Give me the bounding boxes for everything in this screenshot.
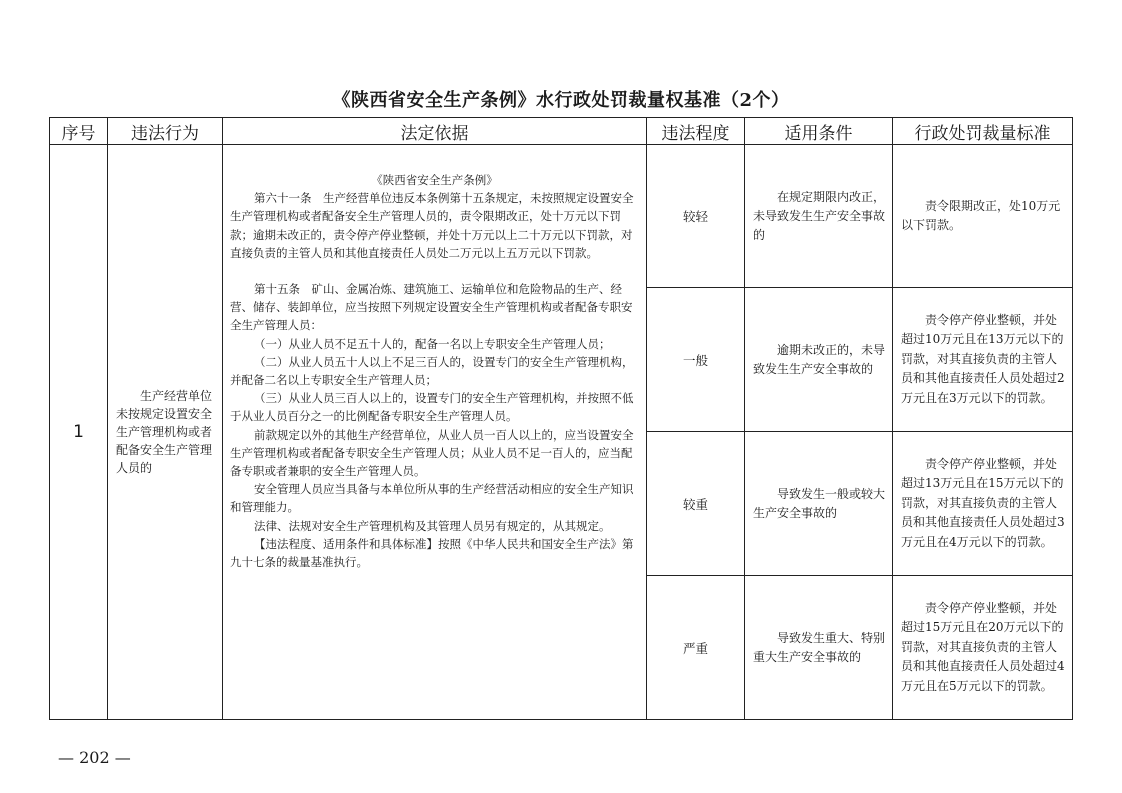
header-standard: 行政处罚裁量标准 <box>893 118 1073 145</box>
standard-cell <box>893 288 1073 432</box>
article-15-para-4: 法律、法规对安全生产管理机构及其管理人员另有规定的，从其规定。 <box>254 518 611 533</box>
page-number: — 202 — <box>58 748 131 767</box>
condition-text: 在规定期限内改正，未导致发生生产安全事故的 <box>753 189 886 242</box>
condition-cell <box>745 432 893 576</box>
header-legal-basis: 法定依据 <box>223 118 647 145</box>
article-15-para-3: 安全管理人员应当具备与本单位所从事的生产经营活动相应的安全生产知识和管理能力。 <box>230 482 634 515</box>
condition-cell <box>745 576 893 720</box>
degree-cell: 较轻 <box>647 145 745 288</box>
condition-cell <box>745 145 893 288</box>
standard-cell <box>893 432 1073 576</box>
regulation-title: 《陕西省安全生产条例》 <box>371 173 498 187</box>
seq-cell: 1 <box>50 145 108 720</box>
standard-cell <box>893 145 1073 288</box>
article-15-para-2: 前款规定以外的其他生产经营单位，从业人员一百人以上的，应当设置安全生产管理机构或者配备专职安全生产管理人员；从业人员不足一百人的，应当配备专职或者兼职的安全生产管理人员。 <box>230 427 634 479</box>
violation-text: 生产经营单位未按规定设置安全生产管理机构或者配备安全生产管理人员的 <box>116 389 213 475</box>
legal-basis-cell <box>223 145 647 720</box>
condition-text: 导致发生重大、特别重大生产安全事故的 <box>753 630 886 664</box>
penalty-table <box>49 117 1073 720</box>
article-15: 第十五条 矿山、金属冶炼、建筑施工、运输单位和危险物品的生产、经营、储存、装卸单位，应当按照下列规定设置安全生产管理机构或者配备专职安全生产管理人员： <box>230 282 633 333</box>
degree-cell: 严重 <box>647 576 745 720</box>
discretion-note: 【违法程度、适用条件和具体标准】按照《中华人民共和国安全生产法》第九十七条的裁量基准执行。 <box>230 536 634 570</box>
condition-text: 导致发生一般或较大生产安全事故的 <box>753 486 886 520</box>
standard-text: 责令限期改正，处10万元以下罚款。 <box>901 198 1061 232</box>
header-row <box>50 118 1073 145</box>
standard-text: 责令停产停业整顿，并处超过10万元且在13万元以下的罚款，对其直接负责的主管人员和其他直接责任人员处超过2万元且在3万元以下的罚款。 <box>901 312 1065 405</box>
standard-text: 责令停产停业整顿，并处超过13万元且在15万元以下的罚款，对其直接负责的主管人员和其他直接责任人员处超过3万元且在4万元以下的罚款。 <box>901 456 1065 549</box>
table-row <box>50 145 1073 288</box>
document-title: 《陕西省安全生产条例》水行政处罚裁量权基准（2个） <box>332 90 790 111</box>
article-15-item-2: （二）从业人员五十人以上不足三百人的，设置专门的安全生产管理机构，并配备二名以上专职安全生产管理人员； <box>230 354 634 388</box>
condition-cell <box>745 288 893 432</box>
header-degree: 违法程度 <box>647 118 745 145</box>
degree-cell: 一般 <box>647 288 745 432</box>
condition-text: 逾期未改正的，未导致发生生产安全事故的 <box>753 342 886 376</box>
header-condition: 适用条件 <box>745 118 893 145</box>
violation-cell <box>108 145 223 720</box>
header-seq: 序号 <box>50 118 108 145</box>
article-15-item-3: （三）从业人员三百人以上的，设置专门的安全生产管理机构，并按照不低于从业人员百分之一的比例配备专职安全生产管理人员。 <box>230 391 634 424</box>
header-violation: 违法行为 <box>108 118 223 145</box>
article-15-item-1: （一）从业人员不足五十人的，配备一名以上专职安全生产管理人员； <box>254 336 611 351</box>
standard-text: 责令停产停业整顿，并处超过15万元且在20万元以下的罚款，对其直接负责的主管人员和其他直接责任人员处超过4万元且在5万元以下的罚款。 <box>901 600 1065 693</box>
standard-cell <box>893 576 1073 720</box>
degree-cell: 较重 <box>647 432 745 576</box>
article-61: 第六十一条 生产经营单位违反本条例第十五条规定，未按照规定设置安全生产管理机构或者配备安全生产管理人员的，责令限期改正，处十万元以下罚款；逾期未改正的，责令停产停业整顿，并处十万元以上二十万元以下罚款，对直接负责的主管人员和其他直接责任人员处二万元以上五万元以下罚款。 <box>230 191 634 260</box>
